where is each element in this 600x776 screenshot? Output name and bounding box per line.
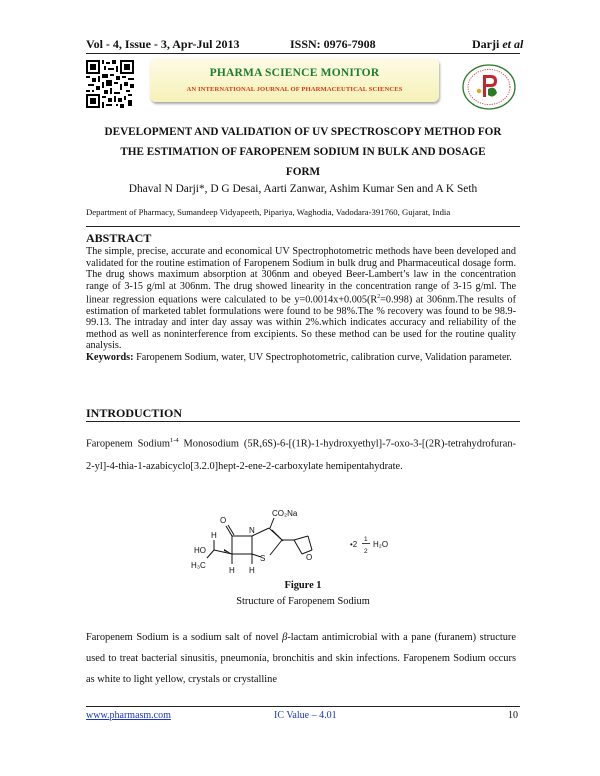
figure-label: Figure 1 (284, 580, 322, 591)
introduction-paragraph-2 (86, 627, 516, 690)
introduction-heading: INTRODUCTION (86, 406, 183, 420)
atom-ho: HO (194, 546, 206, 555)
footer-rule (86, 706, 520, 707)
introduction-rule (86, 421, 520, 422)
atom-carbonyl-o: O (220, 516, 227, 525)
atom-co2na: CO₂Na (272, 510, 298, 518)
abstract-text-a: The simple, precise, accurate and economical UV Spectrophotometric methods have been developed and validated for the routine estimation of Faropenem Sodium in bulk drug and Pharmaceutical dosage form. The drug shows maximum absorption at 306nm and obeyed Beer-Lambert’s law in the concentration range of 3-15 g/ml at 306nm. The drug showed linearity in the concentration range of 3-15 g/ml. The linear regression equations were calculated to be y=0.0014x+0.005(R (86, 246, 516, 306)
header-author (472, 37, 523, 52)
atom-s: S (260, 554, 266, 563)
atom-h-bottom-2: H (249, 566, 255, 575)
journal-name: PHARMA SCIENCE MONITOR (209, 67, 380, 79)
header-author-etal: et al (502, 37, 524, 51)
paper-title (86, 122, 520, 182)
abstract-text-b: =0.998) at 306nm.The results of estimation of marketed tablet formulations were found to be 98%.The % recovery was found to be 98.9-99.13. The intraday and inter day assay was within 2%.which indicates accuracy and reliability of the method as well as noninterference from excipients. So these method can be used for the routine quality analysis. (86, 294, 517, 352)
qr-code-icon (86, 60, 134, 108)
footer-ic-value: IC Value – 4.01 (274, 710, 337, 721)
atom-h3c: H₃C (191, 561, 206, 570)
header-volume: Vol - 4, Issue - 3, Apr-Jul 2013 (86, 37, 240, 51)
header-author-name: Darji (472, 37, 500, 51)
author-list: Dhaval N Darji*, D G Desai, Aarti Zanwar, Ashim Kumar Sen and A K Seth (128, 183, 478, 195)
atom-h-top: H (211, 531, 217, 540)
atom-h-bottom-1: H (229, 566, 235, 575)
atom-n: N (249, 526, 255, 535)
hydrate-denominator: 2 (364, 548, 368, 555)
keywords-label: Keywords: (86, 351, 134, 363)
intro-p2-b: -lactam antimicrobial with a pane (furanem) structure used to treat bacterial sinusitis, pneumonia, bronchitis and skin infections. Faropenem Sodium occurs as white to light yellow, crystals or crystalline (86, 632, 516, 685)
intro-p1-drug: Faropenem Sodium (86, 438, 170, 450)
abstract-heading: ABSTRACT (86, 231, 152, 245)
journal-subtitle: AN INTERNATIONAL JOURNAL OF PHARMACEUTICAL SCIENCES (186, 86, 403, 93)
intro-p1-iupac: Monosodium (5R,6S)-6-[(1R)-1-hydroxyethyl]-7-oxo-3-[(2R)-tetrahydrofuran-2-yl]-4-thia-1-azabicyclo[3.2.0]hept-2-ene-2-carboxylate hemipentahydrate. (86, 438, 516, 472)
figure-caption: Structure of Faropenem Sodium (236, 596, 370, 607)
abstract-r-sup: 2 (377, 294, 381, 300)
faropenem-structure-figure (190, 510, 415, 580)
hydrate-water: H₂O (373, 540, 389, 549)
journal-banner (150, 58, 439, 102)
page-number: 10 (508, 710, 518, 721)
affiliation: Department of Pharmacy, Sumandeep Vidyapeeth, Pipariya, Waghodia, Vadodara-391760, Gujarat, India (86, 207, 451, 217)
title-line-3: FORM (285, 166, 321, 178)
hydrate-prefix: •2 (350, 540, 358, 549)
intro-p2-beta: β (282, 632, 288, 643)
affiliation-rule (86, 226, 520, 227)
abstract-body (86, 246, 516, 363)
footer-url-link[interactable]: www.pharmasm.com (86, 710, 171, 721)
title-line-1: DEVELOPMENT AND VALIDATION OF UV SPECTROSCOPY METHOD FOR (104, 126, 502, 138)
hydrate-numerator: 1 (364, 536, 368, 543)
intro-p2-a: Faropenem Sodium is a sodium salt of novel (86, 632, 283, 643)
header-rule (86, 53, 520, 54)
journal-seal-icon (455, 63, 523, 111)
header-issn: ISSN: 0976-7908 (290, 37, 376, 51)
keywords-text: Faropenem Sodium, water, UV Spectrophotometric, calibration curve, Validation parameter. (133, 351, 512, 363)
intro-p1-ref: 1-4 (169, 437, 179, 444)
introduction-paragraph-1 (86, 430, 516, 478)
atom-ring-o: O (306, 553, 313, 562)
title-line-2: THE ESTIMATION OF FAROPENEM SODIUM IN BULK AND DOSAGE (120, 146, 486, 158)
